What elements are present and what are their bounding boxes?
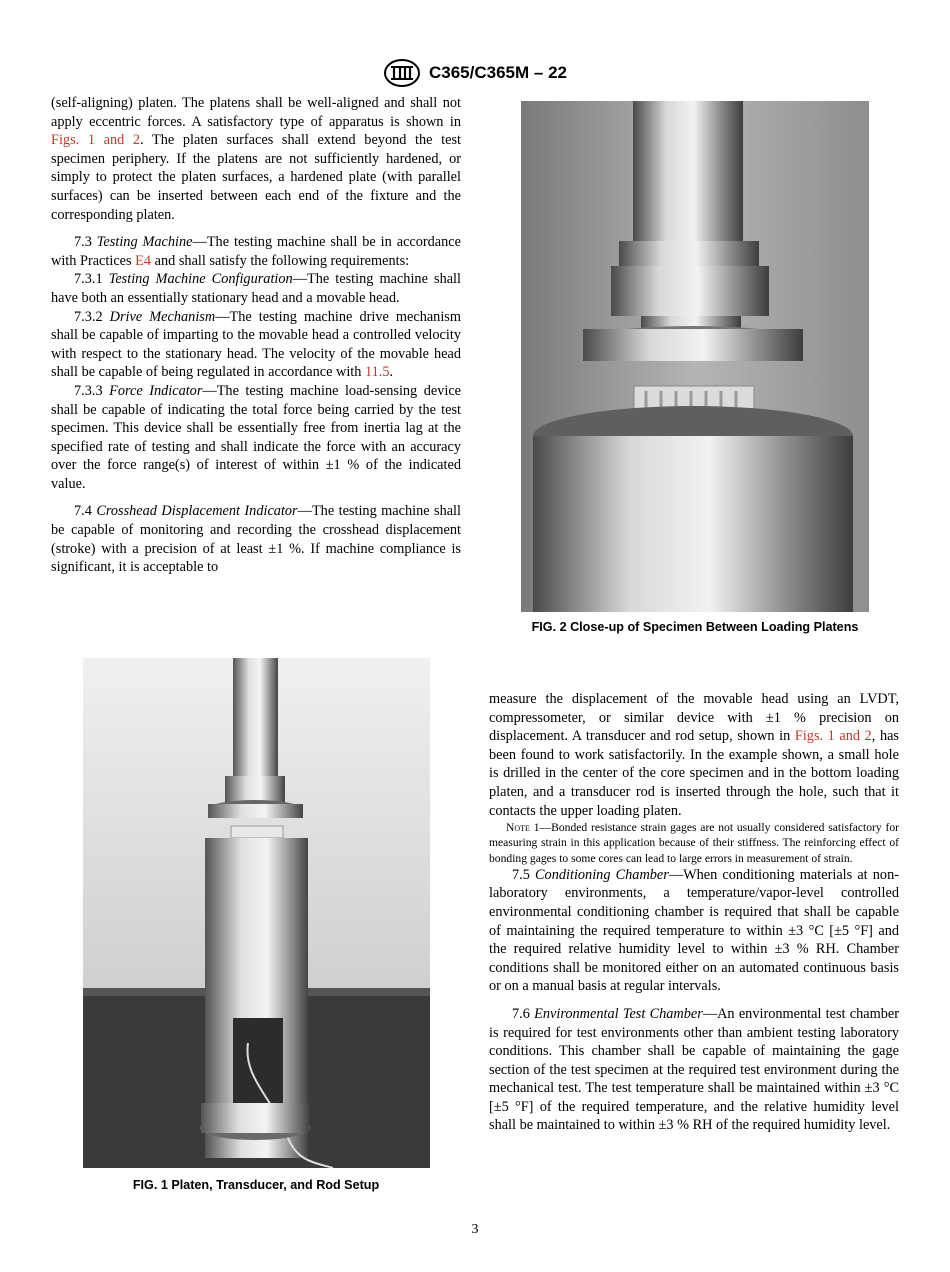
left-column: [51, 94, 461, 577]
section-7-5: 7.5 Conditioning Chamber—When conditioning materials at non-laboratory environments, a temperature/vapor-level controlled environmental conditioning chamber is required that shall be capable of maintaining the required temperature to within ±3 °C [±5 °F] and the required relative humidity level to within ±3 % RH. Chamber conditions shall be monitored either on an automated continuous basis or on a manual basis at regular intervals.: [489, 866, 899, 995]
section-7-6: 7.6 Environmental Test Chamber—An environmental test chamber is required for test environments other than ambient testing laboratory conditions. This chamber shall be capable of maintaining the gage section of the test specimen at the required test environment during the mechanical test. The test temperature shall be maintained within ±3 °C [±5 °F] of the required temperature, and the relative humidity level shall be maintained to within ±3 % RH of the required humidity level.: [489, 1005, 899, 1134]
fig1-image: [83, 658, 430, 1168]
paragraph-platen: (self-aligning) platen. The platens shall be well-aligned and shall not apply eccentric forces. A satisfactory type of apparatus is shown in Figs. 1 and 2. The platen surfaces shall extend beyond the test specimen periphery. If the platens are not sufficiently hardened, or simply to protect the platen surfaces, a hardened plate (with parallel surfaces) can be inserted between each end of the fixture and the corresponding platen.: [51, 95, 461, 223]
fig2-photo: [521, 101, 869, 612]
figs-link[interactable]: Figs. 1 and 2: [51, 132, 141, 149]
page-number: 3: [471, 1222, 479, 1237]
section-7-3-3: 7.3.3 Force Indicator—The testing machine load-sensing device shall be capable of indicating the total force being carried by the test specimen. This device shall be essentially free from inertia lag at the specified rate of testing and shall indicate the force with an accuracy over the force range(s) of interest of within ±1 % of the indicated value.: [51, 382, 462, 492]
astm-logo-icon: [383, 58, 421, 88]
section-7-3-2: 7.3.2 Drive Mechanism—The testing machine drive mechanism shall be capable of imparting to the movable head a controlled velocity with respect to the stationary head. The velocity of the movable head shall be capable of being regulated in accordance with 11.5.: [51, 308, 461, 381]
section-7-4: 7.4 Crosshead Displacement Indicator—The testing machine shall be capable of monitoring and recording the crosshead displacement (stroke) with a precision of at least ±1 %. If machine compliance is significant, it is acceptable to: [51, 503, 462, 576]
standard-code: C365/C365M – 22: [429, 63, 567, 82]
paragraph-displacement: measure the displacement of the movable head using an LVDT, compressometer, or similar device with ±1 % precision on displacement. A transducer and rod setup, shown in Figs. 1 and 2, has been found to work satisfactorily. In the example shown, a small hole is drilled in the center of the core specimen and in the bottom loading platen, and a transducer rod is inserted through the hole, such that it contacts the upper loading platen.: [489, 691, 899, 819]
note-1: Note 1—Bonded resistance strain gages are not usually considered satisfactory for measuring strain in this application because of their stiffness. The reinforcing effect of bonding gages to some cores can lead to large errors in measurement of strain.: [489, 821, 899, 865]
fig2-caption: FIG. 2 Close-up of Specimen Between Loading Platens: [531, 620, 859, 634]
section-7-3-1: 7.3.1 Testing Machine Configuration—The testing machine shall have both an essentially stationary head and a movable head.: [51, 271, 462, 306]
figs-link-2[interactable]: Figs. 1 and 2: [794, 728, 872, 745]
section-7-3: 7.3 Testing Machine—The testing machine shall be in accordance with Practices E4 and shall satisfy the following requirements:: [51, 234, 461, 269]
fig1-caption: FIG. 1 Platen, Transducer, and Rod Setup: [132, 1178, 380, 1192]
section-11-5-link[interactable]: 11.5: [365, 364, 390, 381]
right-column: [489, 690, 899, 1135]
page-header: [0, 58, 950, 88]
fig1-photo: [83, 658, 430, 1168]
e4-link[interactable]: E4: [135, 252, 152, 269]
fig2-image: [521, 101, 869, 612]
